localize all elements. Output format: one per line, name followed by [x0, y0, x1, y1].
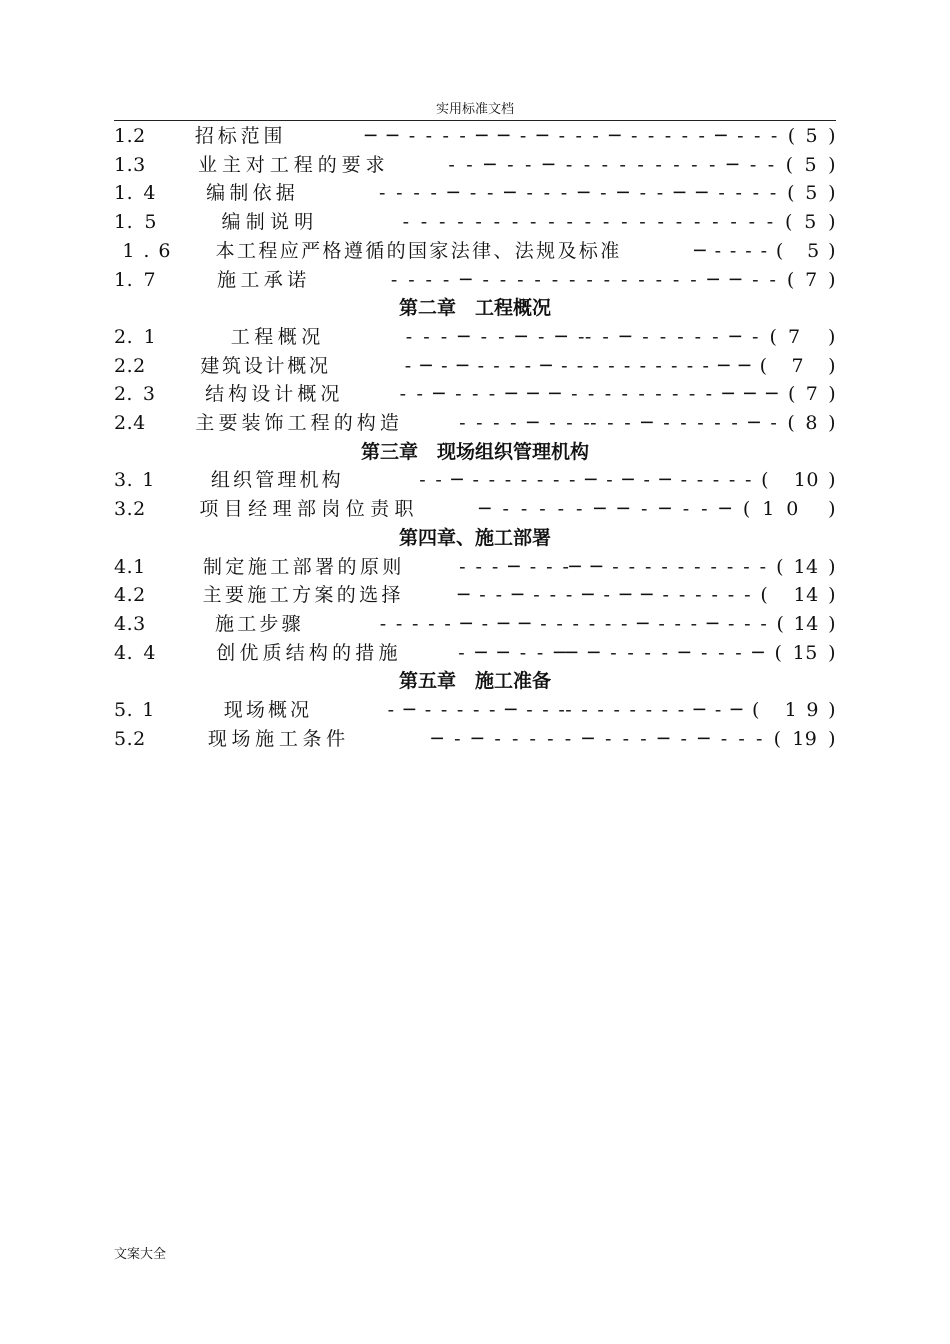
- toc-entry[interactable]: [114, 466, 836, 495]
- toc-entry[interactable]: [114, 179, 836, 208]
- toc-entry[interactable]: [114, 237, 836, 266]
- toc-entry-label: 1 . 6 本工程应严格遵循的国家法律、法规及标准: [114, 239, 622, 262]
- toc-entry-page: ( 15 ): [774, 641, 836, 664]
- toc-entry[interactable]: [114, 409, 836, 438]
- toc-entry-page: ( 14 ): [776, 555, 836, 578]
- toc-entry-page: ( 5 ): [787, 182, 836, 205]
- toc-entry-leader: - - - ─ - - ─ - ─ -- - ─ - - - - - ─ -: [324, 325, 770, 348]
- toc-entry[interactable]: [114, 696, 836, 725]
- toc-entry[interactable]: [114, 553, 836, 582]
- toc-entry-page: ( 5 ): [785, 153, 836, 176]
- toc-entry-page: ( 5 ): [785, 211, 836, 234]
- toc-entry-page: ( 10 ): [761, 469, 837, 492]
- toc-entry-label: 3. 1 组织管理机构: [114, 469, 344, 492]
- toc-entry-leader: - - - - - - - - - - - - - - - - - - - - -: [318, 211, 785, 234]
- toc-entry-label: 2. 1 工程概况: [114, 325, 325, 348]
- toc-entry-label: 1. 5 编制说明: [114, 211, 319, 234]
- toc-entry-page: ( 8 ): [787, 412, 836, 435]
- toc-entry-leader: ─ - - - - - ─ ─ - ─ - - ─: [418, 498, 743, 521]
- page-footer: 文案大全: [114, 1247, 167, 1262]
- chapter-heading: 第二章 工程概况: [398, 297, 551, 320]
- toc-entry-label: 5. 1 现场概况: [114, 699, 313, 722]
- toc-entry-page: ( 7 ): [787, 383, 836, 406]
- toc-entry[interactable]: [114, 352, 836, 381]
- toc-entry-label: 1. 7 施工承诺: [114, 268, 311, 291]
- chapter-heading: 第三章 现场组织管理机构: [360, 440, 589, 463]
- toc-entry-page: ( 5 ): [787, 125, 836, 147]
- toc-entry-page: ( 19 ): [773, 727, 836, 750]
- toc-entry[interactable]: [114, 266, 836, 295]
- chapter-heading: 第五章 施工准备: [398, 670, 551, 693]
- toc-entry-leader: - - - ─ - - -─ ─ - - - - - - - - - -: [404, 555, 777, 578]
- toc-entry-leader: ─ ─ - - - - ─ ─ - ─ - - - ─ - - - - - ─ - - -: [286, 125, 788, 147]
- toc-entry-label: 4.3 施工步骤: [114, 612, 304, 635]
- toc-entry-leader: - ─ ─ - - ── ─ - - - - ─ - - - ─: [401, 641, 775, 664]
- toc-entry-page: ( 14 ): [760, 584, 836, 607]
- toc-entry-label: 5.2 现场施工条件: [114, 727, 350, 750]
- toc-entry[interactable]: [114, 122, 836, 151]
- toc-entry-leader: - - - - ─ - - - - - - - - - - - - - ─ ─ - -: [310, 268, 787, 291]
- toc-entry-leader: - ─ - ─ - - - - ─ - - - - - - - - - - ─ ─: [330, 354, 760, 377]
- toc-entry[interactable]: [114, 380, 836, 409]
- toc-entry-leader: - ─ - - - - - ─ - - -- - - - - - - - ─ - ─: [312, 699, 752, 722]
- toc-entry-leader: - - - - ─ - - -- - - ─ - - - - - ─ -: [402, 412, 788, 435]
- toc-entry-label: 3.2 项目经理部岗位责职: [114, 498, 419, 521]
- toc-entry-label: 2.2 建筑设计概况: [114, 354, 331, 377]
- toc-entry[interactable]: [114, 151, 836, 180]
- toc-entry-leader: ─ - - - -: [621, 239, 776, 262]
- toc-entry-page: ( 7 ): [759, 354, 836, 377]
- toc-entry[interactable]: [114, 725, 836, 754]
- toc-entry[interactable]: [114, 495, 836, 524]
- chapter-heading: 第四章、施工部署: [398, 526, 551, 549]
- toc-entry-label: 1. 4 编制依据: [114, 182, 300, 205]
- page-header: 实用标准文档: [114, 100, 836, 121]
- toc-entry[interactable]: [114, 639, 836, 668]
- toc-entry[interactable]: [114, 323, 836, 352]
- toc-entry-page: ( 1 0 ): [742, 498, 836, 521]
- toc-entry-label: 2. 3 结构设计概况: [114, 383, 344, 406]
- toc-entry-label: 1.2 招标范围: [114, 125, 287, 147]
- toc-entry-label: 4.2 主要施工方案的选择: [114, 584, 404, 607]
- toc-entry-label: 1.3 业主对工程的要求: [114, 153, 390, 176]
- toc-entry-leader: - - ─ - - - ─ ─ ─ - - - - - - - - - ─ ─ ─: [343, 383, 788, 406]
- toc-entry-leader: - - - - - ─ - ─ ─ - - - - - - ─ - - - ─ - - -: [303, 612, 777, 635]
- toc-entry[interactable]: [114, 581, 836, 610]
- toc-entry[interactable]: [114, 208, 836, 237]
- toc-entry-label: 4. 4 创优质结构的措施: [114, 641, 402, 664]
- toc-entry-leader: ─ - ─ - - - - - ─ - - - ─ - ─ - - -: [349, 727, 774, 750]
- toc-entry-leader: - - - - ─ - - ─ - - - ─ - ─ - - ─ ─ - - - -: [299, 182, 788, 205]
- table-of-contents: [114, 122, 836, 753]
- toc-entry-label: 4.1 制定施工部署的原则: [114, 555, 405, 578]
- toc-entry-leader: ─ - - ─ - - - ─ - ─ ─ - - - - - -: [403, 584, 761, 607]
- toc-entry-page: ( 7 ): [769, 325, 836, 348]
- toc-entry-leader: - - ─ - - ─ - - - - - - - - - ─ - -: [389, 153, 786, 176]
- toc-entry-page: ( 7 ): [786, 268, 837, 291]
- toc-entry-leader: - - ─ - - - - - - - ─ - ─ - ─ - - - - -: [343, 469, 762, 492]
- toc-entry-page: ( 14 ): [776, 612, 837, 635]
- toc-entry-page: ( 5 ): [775, 239, 836, 262]
- toc-entry-page: ( 1 9 ): [752, 699, 836, 722]
- toc-entry[interactable]: [114, 610, 836, 639]
- toc-entry-label: 2.4 主要装饰工程的构造: [114, 412, 403, 435]
